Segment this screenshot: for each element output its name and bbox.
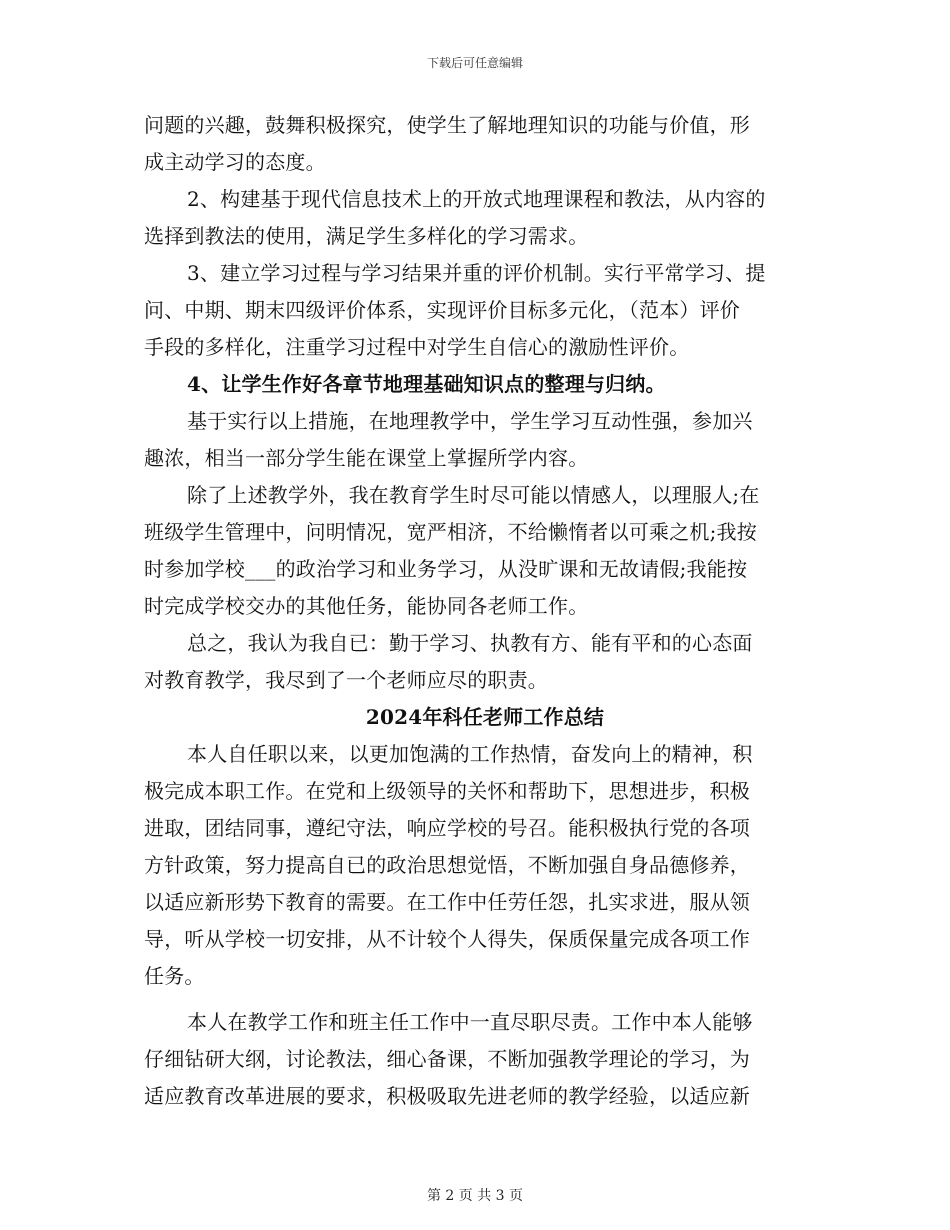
text-line: 班级学生管理中，问明情况，宽严相济，不给懒惰者以可乘之机;我按	[144, 520, 757, 544]
text-line: 对教育教学，我尽到了一个老师应尽的职责。	[144, 668, 548, 692]
paragraph-spacer	[144, 995, 806, 1004]
text-line: 总之，我认为我自已：勤于学习、执教有方、能有平和的心态面	[187, 631, 753, 655]
text-line: 趣浓，相当一部分学生能在课堂上掌握所学内容。	[144, 446, 589, 470]
text-line: 除了上述教学外，我在教育学生时尽可能以情感人，以理服人;在	[187, 483, 760, 507]
text-line: 任务。	[144, 964, 205, 988]
section-title: 2024年科任老师工作总结	[365, 705, 605, 729]
page-footer: 第 2 页 共 3 页	[426, 1188, 524, 1204]
text-line: 极完成本职工作。在党和上级领导的关怀和帮助下，思想进步，积极	[144, 779, 750, 803]
text-line: 导，听从学校一切安排，从不计较个人得失，保质保量完成各项工作	[144, 927, 750, 951]
document-body	[144, 107, 806, 1115]
text-line: 手段的多样化，注重学习过程中对学生自信心的激励性评价。	[144, 335, 690, 359]
text-line: 方针政策，努力提高自已的政治思想觉悟，不断加强自身品德修养，	[144, 853, 750, 877]
text-line: 问、中期、期末四级评价体系，实现评价目标多元化，（范本）评价	[144, 298, 740, 322]
text-line: 时参加学校___的政治学习和业务学习，从没旷课和无故请假;我能按	[144, 557, 748, 581]
text-line: 选择到教法的使用，满足学生多样化的学习需求。	[144, 224, 589, 248]
text-line: 基于实行以上措施，在地理教学中，学生学习互动性强，参加兴	[187, 409, 753, 433]
text-line: 2、构建基于现代信息技术上的开放式地理课程和教法，从内容的	[187, 187, 766, 211]
text-line: 时完成学校交办的其他任务，能协同各老师工作。	[144, 594, 589, 618]
page-header: 下载后可任意编辑	[426, 56, 523, 70]
text-line: 3、建立学习过程与学习结果并重的评价机制。实行平常学习、提	[187, 261, 766, 285]
text-line: 4、让学生作好各章节地理基础知识点的整理与归纳。	[187, 372, 666, 396]
text-line: 本人在教学工作和班主任工作中一直尽职尽责。工作中本人能够	[187, 1010, 753, 1034]
text-line: 适应教育改革进展的要求，积极吸取先进老师的教学经验，以适应新	[144, 1084, 750, 1108]
text-line: 进取，团结同事，遵纪守法，响应学校的号召。能积极执行党的各项	[144, 816, 750, 840]
text-line: 本人自任职以来，以更加饱满的工作热情，奋发向上的精神，积	[187, 742, 753, 766]
text-line: 以适应新形势下教育的需要。在工作中任劳任怨，扎实求进，服从领	[144, 890, 750, 914]
text-line: 问题的兴趣，鼓舞积极探究，使学生了解地理知识的功能与价值，形	[144, 113, 750, 137]
text-line: 成主动学习的态度。	[144, 150, 326, 174]
text-line: 仔细钻研大纲，讨论教法，细心备课，不断加强教学理论的学习，为	[144, 1047, 750, 1071]
